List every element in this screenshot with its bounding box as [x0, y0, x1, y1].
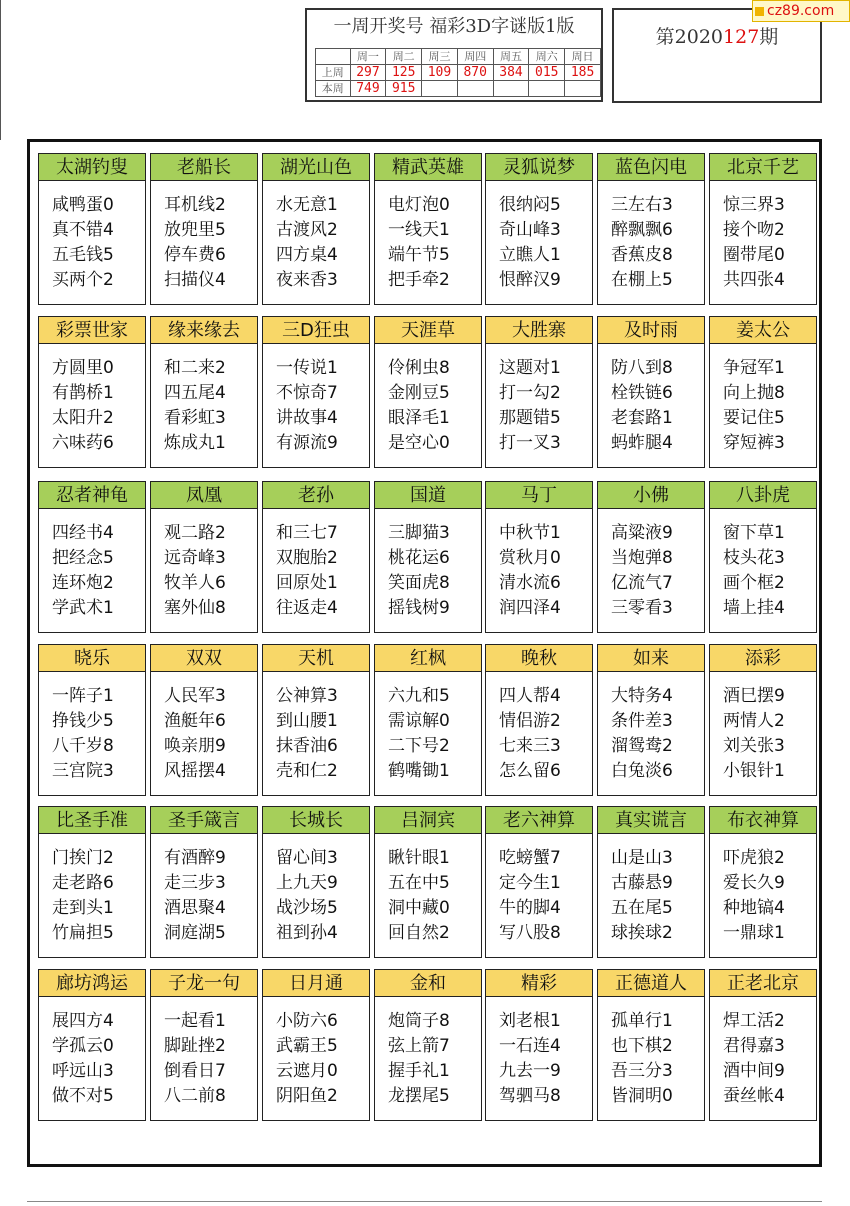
- riddle-line: 走老路6: [52, 873, 114, 893]
- riddle-line: 停车费6: [164, 245, 226, 265]
- riddle-cell-title: 吕洞宾: [374, 806, 482, 834]
- day-label: 周一: [350, 49, 386, 65]
- riddle-line: 一鼎球1: [723, 923, 785, 943]
- riddle-line: 写八股8: [499, 923, 561, 943]
- riddle-line: 小银针1: [723, 761, 785, 781]
- riddle-line: 渔艇年6: [164, 711, 226, 731]
- draw-number: 915: [386, 81, 422, 97]
- riddle-line: 电灯泡0: [388, 195, 450, 215]
- riddle-line: 观二路2: [164, 523, 226, 543]
- riddle-line: 人民军3: [164, 686, 226, 706]
- bottom-rule: [27, 1201, 822, 1202]
- issue-number-value: 127: [723, 26, 760, 48]
- riddle-line: 四方桌4: [276, 245, 338, 265]
- riddle-cell-title: 彩票世家: [38, 316, 146, 344]
- draw-number: 125: [386, 65, 422, 81]
- riddle-line: 圈带尾0: [723, 245, 785, 265]
- riddle-cell-title: 添彩: [709, 644, 817, 672]
- riddle-line: 咸鸭蛋0: [52, 195, 114, 215]
- riddle-line: 中秋节1: [499, 523, 561, 543]
- riddle-line: 脚趾挫2: [164, 1036, 226, 1056]
- riddle-line: 七来三3: [499, 736, 561, 756]
- riddle-line: 要记住5: [723, 408, 785, 428]
- riddle-cell-title: 布衣神算: [709, 806, 817, 834]
- weekly-results-box: [305, 8, 603, 102]
- draw-number: [565, 81, 601, 97]
- riddle-line: 连环炮2: [52, 573, 114, 593]
- riddle-line: 笑面虎8: [388, 573, 450, 593]
- riddle-line: 皆洞明0: [611, 1086, 673, 1106]
- riddle-line: 双胞胎2: [276, 548, 338, 568]
- riddle-line: 壳和仁2: [276, 761, 338, 781]
- riddle-cell-title: 天涯草: [374, 316, 482, 344]
- riddle-line: 三左右3: [611, 195, 673, 215]
- draw-number: 109: [422, 65, 458, 81]
- riddle-line: 竹扁担5: [52, 923, 114, 943]
- riddle-line: 眼泽毛1: [388, 408, 450, 428]
- riddle-cell-title: 蓝色闪电: [597, 153, 705, 181]
- riddle-cell-title: 及时雨: [597, 316, 705, 344]
- riddle-line: 有酒醉9: [164, 848, 226, 868]
- issue-prefix: 第2020: [655, 26, 724, 48]
- riddle-line: 炮筒子8: [388, 1011, 450, 1031]
- riddle-line: 溜鸳鸯2: [611, 736, 673, 756]
- riddle-cell-title: 晓乐: [38, 644, 146, 672]
- riddle-line: 小防六6: [276, 1011, 338, 1031]
- riddle-line: 阴阳鱼2: [276, 1086, 338, 1106]
- riddle-line: 穿短裤3: [723, 433, 785, 453]
- riddle-line: 夜来香3: [276, 270, 338, 290]
- riddle-line: 方圆里0: [52, 358, 114, 378]
- riddle-line: 爱长久9: [723, 873, 785, 893]
- riddle-line: 一线天1: [388, 220, 450, 240]
- draw-number: [422, 81, 458, 97]
- riddle-cell-title: 双双: [150, 644, 258, 672]
- riddle-line: 孤单行1: [611, 1011, 673, 1031]
- riddle-line: 牧羊人6: [164, 573, 226, 593]
- riddle-line: 武霸王5: [276, 1036, 338, 1056]
- riddle-line: 倒看日7: [164, 1061, 226, 1081]
- riddle-line: 远奇峰3: [164, 548, 226, 568]
- riddle-line: 把手牵2: [388, 270, 450, 290]
- riddle-cell-title: 凤凰: [150, 481, 258, 509]
- riddle-line: 弦上箭7: [388, 1036, 450, 1056]
- day-label: 周日: [565, 49, 601, 65]
- riddle-line: 五在尾5: [611, 898, 673, 918]
- riddle-cell-title: 长城长: [262, 806, 370, 834]
- riddle-line: 洞中藏0: [388, 898, 450, 918]
- riddle-line: 怎么留6: [499, 761, 561, 781]
- riddle-line: 向上抛8: [723, 383, 785, 403]
- riddle-line: 是空心0: [388, 433, 450, 453]
- day-label: 周三: [422, 49, 458, 65]
- day-label: 周五: [493, 49, 529, 65]
- day-label: 周六: [529, 49, 565, 65]
- riddle-line: 走到头1: [52, 898, 114, 918]
- riddle-line: 大特务4: [611, 686, 673, 706]
- riddle-line: 刘关张3: [723, 736, 785, 756]
- riddle-line: 老套路1: [611, 408, 673, 428]
- riddle-line: 塞外仙8: [164, 598, 226, 618]
- riddle-line: 争冠军1: [723, 358, 785, 378]
- square-icon: [755, 7, 764, 16]
- riddle-line: 酒中间9: [723, 1061, 785, 1081]
- riddle-line: 呼远山3: [52, 1061, 114, 1081]
- riddle-line: 吃螃蟹7: [499, 848, 561, 868]
- riddle-cell-title: 日月通: [262, 969, 370, 997]
- riddle-line: 亿流气7: [611, 573, 673, 593]
- riddle-line: 驾驷马8: [499, 1086, 561, 1106]
- riddle-line: 二下号2: [388, 736, 450, 756]
- corner-cell: [316, 49, 351, 65]
- riddle-line: 赏秋月0: [499, 548, 561, 568]
- riddle-line: 惊三界3: [723, 195, 785, 215]
- draw-number: 185: [565, 65, 601, 81]
- riddle-line: 一起看1: [164, 1011, 226, 1031]
- riddle-cell-title: 天机: [262, 644, 370, 672]
- riddle-cell-title: 小佛: [597, 481, 705, 509]
- riddle-cell-title: 八卦虎: [709, 481, 817, 509]
- riddle-line: 两情人2: [723, 711, 785, 731]
- riddle-line: 古藤悬9: [611, 873, 673, 893]
- riddle-line: 共四张4: [723, 270, 785, 290]
- riddle-line: 买两个2: [52, 270, 114, 290]
- riddle-line: 挣钱少5: [52, 711, 114, 731]
- riddle-line: 画个框2: [723, 573, 785, 593]
- riddle-line: 醉飘飘6: [611, 220, 673, 240]
- riddle-line: 接个吻2: [723, 220, 785, 240]
- riddle-cell-title: 廊坊鸿运: [38, 969, 146, 997]
- draw-number: 749: [350, 81, 386, 97]
- riddle-cell-title: 红枫: [374, 644, 482, 672]
- riddle-line: 真不错4: [52, 220, 114, 240]
- riddle-line: 君得嘉3: [723, 1036, 785, 1056]
- riddle-line: 焊工活2: [723, 1011, 785, 1031]
- riddle-line: 往返走4: [276, 598, 338, 618]
- riddle-cell-title: 缘来缘去: [150, 316, 258, 344]
- draw-number: 384: [493, 65, 529, 81]
- riddle-line: 太阳升2: [52, 408, 114, 428]
- riddle-cell-title: 老孙: [262, 481, 370, 509]
- riddle-line: 山是山3: [611, 848, 673, 868]
- riddle-line: 回原处1: [276, 573, 338, 593]
- riddle-line: 留心间3: [276, 848, 338, 868]
- riddle-cell-title: 真实谎言: [597, 806, 705, 834]
- riddle-cell-title: 忍者神龟: [38, 481, 146, 509]
- riddle-line: 奇山峰3: [499, 220, 561, 240]
- riddle-cell-title: 如来: [597, 644, 705, 672]
- site-badge-text: cz89.com: [767, 3, 835, 19]
- riddle-line: 很纳闷5: [499, 195, 561, 215]
- riddle-line: 学孤云0: [52, 1036, 114, 1056]
- riddle-line: 枝头花3: [723, 548, 785, 568]
- riddle-line: 九去一9: [499, 1061, 561, 1081]
- riddle-cell-title: 灵狐说梦: [485, 153, 593, 181]
- riddle-cell-title: 圣手箴言: [150, 806, 258, 834]
- riddle-cell-title: 国道: [374, 481, 482, 509]
- riddle-cell-title: 比圣手准: [38, 806, 146, 834]
- riddle-line: 四五尾4: [164, 383, 226, 403]
- riddle-cell-title: 精武英雄: [374, 153, 482, 181]
- riddle-line: 球挨球2: [611, 923, 673, 943]
- riddle-line: 抹香油6: [276, 736, 338, 756]
- riddle-line: 打一勾2: [499, 383, 561, 403]
- riddle-line: 六味药6: [52, 433, 114, 453]
- riddle-line: 刘老根1: [499, 1011, 561, 1031]
- riddle-line: 五毛钱5: [52, 245, 114, 265]
- riddle-line: 四人帮4: [499, 686, 561, 706]
- riddle-line: 窗下草1: [723, 523, 785, 543]
- weekly-results-table: [315, 48, 601, 97]
- riddle-line: 伶俐虫8: [388, 358, 450, 378]
- day-header-row: [316, 49, 601, 65]
- riddle-line: 立瞧人1: [499, 245, 561, 265]
- riddle-line: 桃花运6: [388, 548, 450, 568]
- riddle-cell-title: 三D狂虫: [262, 316, 370, 344]
- riddle-line: 看彩虹3: [164, 408, 226, 428]
- riddle-line: 学武术1: [52, 598, 114, 618]
- riddle-line: 牛的脚4: [499, 898, 561, 918]
- riddle-line: 酒巳摆9: [723, 686, 785, 706]
- riddle-line: 云遮月0: [276, 1061, 338, 1081]
- riddle-line: 需谅解0: [388, 711, 450, 731]
- riddle-line: 放兜里5: [164, 220, 226, 240]
- weekly-results-title: 一周开奖号 福彩3D字谜版1版: [333, 16, 575, 37]
- riddle-line: 八千岁8: [52, 736, 114, 756]
- riddle-line: 握手礼1: [388, 1061, 450, 1081]
- riddle-line: 走三步3: [164, 873, 226, 893]
- riddle-cell-title: 精彩: [485, 969, 593, 997]
- issue-suffix: 期: [759, 26, 779, 48]
- riddle-cell-title: 老船长: [150, 153, 258, 181]
- day-label: 周四: [457, 49, 493, 65]
- riddle-line: 上九天9: [276, 873, 338, 893]
- riddle-line: 酒思聚4: [164, 898, 226, 918]
- riddle-line: 八二前8: [164, 1086, 226, 1106]
- riddle-cell-title: 太湖钓叟: [38, 153, 146, 181]
- riddle-line: 栓铁链6: [611, 383, 673, 403]
- riddle-line: 那题错5: [499, 408, 561, 428]
- riddle-line: 也下棋2: [611, 1036, 673, 1056]
- riddle-line: 扫描仪4: [164, 270, 226, 290]
- riddle-line: 在棚上5: [611, 270, 673, 290]
- riddle-line: 条件差3: [611, 711, 673, 731]
- riddle-cell-title: 大胜寨: [485, 316, 593, 344]
- draw-number: [529, 81, 565, 97]
- riddle-line: 润四泽4: [499, 598, 561, 618]
- riddle-line: 这题对1: [499, 358, 561, 378]
- row-label-this-week: 本周: [316, 81, 351, 97]
- riddle-line: 种地镐4: [723, 898, 785, 918]
- riddle-cell-title: 马丁: [485, 481, 593, 509]
- riddle-line: 一传说1: [276, 358, 338, 378]
- riddle-line: 古渡风2: [276, 220, 338, 240]
- riddle-line: 水无意1: [276, 195, 338, 215]
- riddle-line: 鹤嘴锄1: [388, 761, 450, 781]
- riddle-line: 定今生1: [499, 873, 561, 893]
- riddle-line: 龙摆尾5: [388, 1086, 450, 1106]
- riddle-line: 摇钱树9: [388, 598, 450, 618]
- this-week-row: [316, 81, 601, 97]
- riddle-cell-title: 正德道人: [597, 969, 705, 997]
- riddle-cell-title: 老六神算: [485, 806, 593, 834]
- riddle-line: 香蕉皮8: [611, 245, 673, 265]
- riddle-line: 风摇摆4: [164, 761, 226, 781]
- riddle-line: 耳机线2: [164, 195, 226, 215]
- riddle-line: 一石连4: [499, 1036, 561, 1056]
- riddle-line: 公神算3: [276, 686, 338, 706]
- riddle-line: 和三七7: [276, 523, 338, 543]
- riddle-line: 和二来2: [164, 358, 226, 378]
- riddle-line: 三零看3: [611, 598, 673, 618]
- riddle-line: 防八到8: [611, 358, 673, 378]
- riddle-line: 六九和5: [388, 686, 450, 706]
- riddle-line: 当炮弹8: [611, 548, 673, 568]
- riddle-line: 情侣游2: [499, 711, 561, 731]
- riddle-cell-title: 姜太公: [709, 316, 817, 344]
- riddle-line: 展四方4: [52, 1011, 114, 1031]
- draw-number: [457, 81, 493, 97]
- issue-number-box: [612, 8, 822, 103]
- draw-number: 870: [457, 65, 493, 81]
- riddle-line: 三宫院3: [52, 761, 114, 781]
- draw-number: 015: [529, 65, 565, 81]
- riddle-line: 到山腰1: [276, 711, 338, 731]
- riddle-line: 把经念5: [52, 548, 114, 568]
- riddle-cell-title: 晚秋: [485, 644, 593, 672]
- riddle-line: 祖到孙4: [276, 923, 338, 943]
- riddle-line: 回自然2: [388, 923, 450, 943]
- day-label: 周二: [386, 49, 422, 65]
- riddle-line: 四经书4: [52, 523, 114, 543]
- last-week-row: [316, 65, 601, 81]
- riddle-line: 五在中5: [388, 873, 450, 893]
- riddle-line: 做不对5: [52, 1086, 114, 1106]
- riddle-line: 墙上挂4: [723, 598, 785, 618]
- riddle-line: 门挨门2: [52, 848, 114, 868]
- riddle-line: 蚕丝帐4: [723, 1086, 785, 1106]
- riddle-line: 高粱液9: [611, 523, 673, 543]
- riddle-line: 一阵子1: [52, 686, 114, 706]
- riddle-line: 炼成丸1: [164, 433, 226, 453]
- draw-number: [493, 81, 529, 97]
- riddle-line: 战沙场5: [276, 898, 338, 918]
- riddle-line: 白兔淡6: [611, 761, 673, 781]
- riddle-cell-title: 子龙一句: [150, 969, 258, 997]
- riddle-line: 三脚猫3: [388, 523, 450, 543]
- riddle-cell-title: 正老北京: [709, 969, 817, 997]
- riddle-line: 有鹊桥1: [52, 383, 114, 403]
- left-edge-rule: [0, 0, 1, 140]
- riddle-line: 有源流9: [276, 433, 338, 453]
- riddle-line: 洞庭湖5: [164, 923, 226, 943]
- riddle-line: 瞅针眼1: [388, 848, 450, 868]
- riddle-line: 清水流6: [499, 573, 561, 593]
- riddle-line: 恨醉汉9: [499, 270, 561, 290]
- riddle-line: 唤亲朋9: [164, 736, 226, 756]
- draw-number: 297: [350, 65, 386, 81]
- riddle-line: 金刚豆5: [388, 383, 450, 403]
- issue-number: [614, 22, 820, 49]
- riddle-line: 讲故事4: [276, 408, 338, 428]
- riddle-line: 不惊奇7: [276, 383, 338, 403]
- riddle-line: 打一叉3: [499, 433, 561, 453]
- riddle-cell-title: 湖光山色: [262, 153, 370, 181]
- riddle-line: 吾三分3: [611, 1061, 673, 1081]
- riddle-line: 吓虎狼2: [723, 848, 785, 868]
- riddle-line: 端午节5: [388, 245, 450, 265]
- site-watermark-badge[interactable]: [752, 0, 850, 22]
- riddle-line: 蚂蚱腿4: [611, 433, 673, 453]
- riddle-cell-title: 北京千艺: [709, 153, 817, 181]
- riddle-cell-title: 金和: [374, 969, 482, 997]
- row-label-last-week: 上周: [316, 65, 351, 81]
